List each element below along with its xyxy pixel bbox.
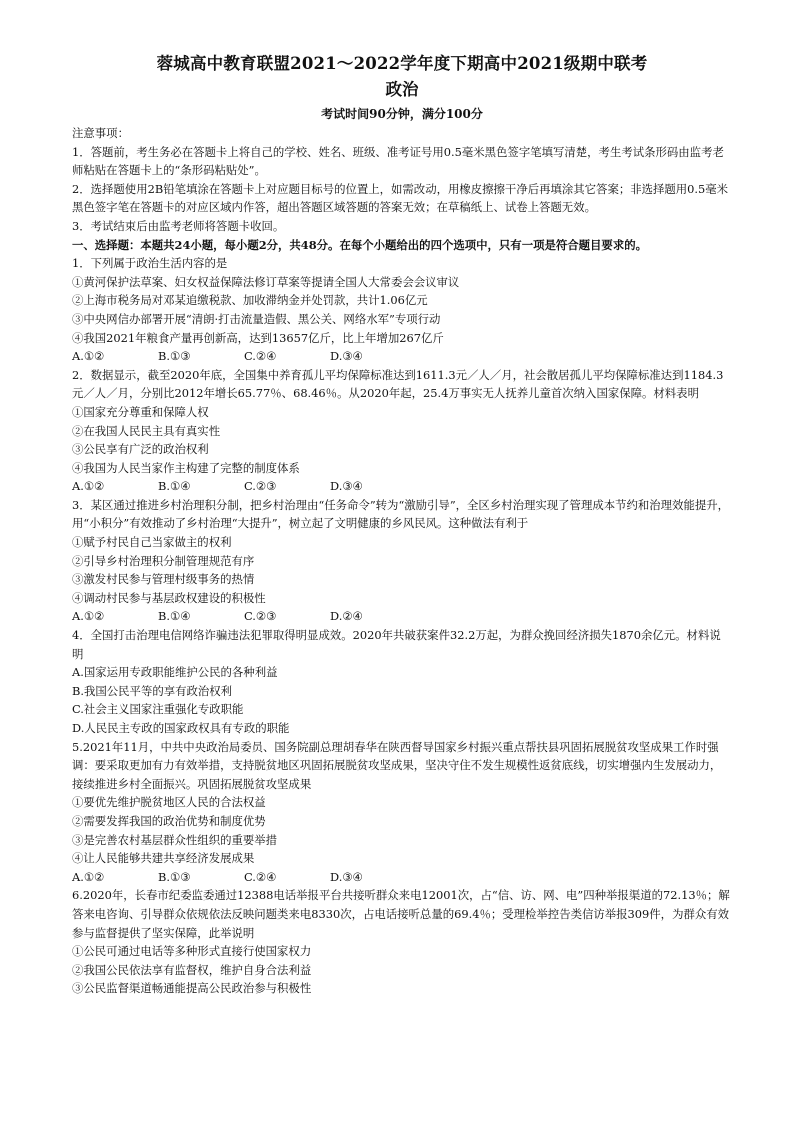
- answer-choices: [72, 347, 732, 366]
- question-option: ④让人民能够共建共享经济发展成果: [72, 851, 255, 866]
- question-option: B.我国公民平等的享有政治权利: [72, 683, 233, 698]
- answer-choice: A.①②: [72, 349, 105, 364]
- question-option: D.人民民主专政的国家政权具有专政的职能: [72, 721, 290, 735]
- question-option: ②上海市税务局对邓某追缴税款、加收滞纳金并处罚款，共计1.06亿元: [72, 293, 428, 308]
- question-option: ①黄河保护法草案、妇女权益保障法修订草案等提请全国人大常委会会议审议: [72, 274, 460, 289]
- question-option: ①赋予村民自己当家做主的权利: [72, 535, 232, 550]
- notes-heading: 注意事项：: [72, 126, 129, 140]
- question-option: ②在我国人民民主具有真实性: [72, 423, 221, 438]
- question-option: ②我国公民依法享有监督权，维护自身合法利益: [72, 962, 312, 977]
- question-option: ①国家充分尊重和保障人权: [72, 404, 209, 419]
- answer-choice: B.①④: [158, 609, 191, 624]
- question-5: [72, 738, 732, 887]
- exam-page: [72, 52, 732, 998]
- note-item: 2．选择题使用2B铅笔填涂在答题卡上对应题目标号的位置上，如需改动，用橡皮擦擦干净后再填涂其它答案；非选择题用0.5毫米黑色签字笔在答题卡的对应区域内作答，超出答题区域答题的答案无效；在草稿纸上、试卷上答题无效。: [72, 181, 729, 215]
- question-option: ③中央网信办部署开展“清朗·打击流量造假、黑公关、网络水军”专项行动: [72, 311, 441, 326]
- question-stem: 1．下列属于政治生活内容的是: [72, 256, 228, 271]
- question-option: ③是完善农村基层群众性组织的重要举措: [72, 832, 278, 847]
- answer-choice: C.②④: [244, 349, 277, 364]
- question-stem: 2．数据显示，截至2020年底，全国集中养育孤儿平均保障标准达到1611.3元／人／月，社会散居孤儿平均保障标准达到1184.3元／人／月，分别比2012年增长65.77％、68.46％。从2020年起，25.4万事实无人抚养儿童首次纳入国家保障。材料表明: [72, 367, 724, 401]
- question-option: ③激发村民参与管理村级事务的热情: [72, 572, 255, 587]
- answer-choice: D.③④: [330, 869, 363, 884]
- exam-time-info: 考试时间90分钟，满分100分: [321, 107, 483, 121]
- question-option: C.社会主义国家注重强化专政职能: [72, 702, 244, 717]
- question-option: ③公民监督渠道畅通能提高公民政治参与积极性: [72, 981, 312, 996]
- question-option: ③公民享有广泛的政治权利: [72, 442, 209, 457]
- section-heading: 一、选择题：本题共24小题，每小题2分，共48分。在每个小题给出的四个选项中，只有一项是符合题目要求的。: [72, 237, 647, 252]
- answer-choice: C.②③: [244, 479, 277, 494]
- notes-section: [72, 124, 732, 236]
- answer-choice: C.②④: [244, 869, 277, 884]
- question-option: ①要优先维护脱贫地区人民的合法权益: [72, 795, 266, 810]
- exam-title: 蓉城高中教育联盟2021～2022学年度下期高中2021级期中联考: [156, 54, 648, 73]
- question-option: ①公民可通过电话等多种形式直接行使国家权力: [72, 944, 312, 959]
- answer-choice: D.②④: [330, 609, 363, 624]
- question-4: [72, 626, 732, 738]
- question-3: [72, 496, 732, 626]
- question-option: ④我国为人民当家作主构建了完整的制度体系: [72, 460, 300, 475]
- answer-choices: [72, 868, 732, 887]
- note-item: 3．考试结束后由监考老师将答题卡收回。: [72, 218, 285, 233]
- question-option: ④我国2021年粮食产量再创新高，达到13657亿斤，比上年增加267亿斤: [72, 330, 444, 345]
- answer-choice: B.①④: [158, 479, 191, 494]
- question-1: [72, 254, 732, 366]
- question-option: ②需要发挥我国的政治优势和制度优势: [72, 813, 266, 828]
- answer-choice: D.③④: [330, 479, 363, 494]
- question-stem: 6.2020年，长春市纪委监委通过12388电话举报平台共接听群众来电12001次，占“信、访、网、电”四种举报渠道的72.13％；解答来电咨询、引导群众依规依法反映问题类来电8330次，占电话接听总量的69.4％；受理检举控告类信访举报309件，为群众有效参与监督提供了坚实保障，此举说明: [72, 888, 730, 940]
- question-option: ④调动村民参与基层政权建设的积极性: [72, 590, 266, 605]
- answer-choices: [72, 607, 732, 626]
- exam-subject: 政治: [385, 80, 419, 99]
- answer-choice: B.①③: [158, 349, 191, 364]
- answer-choices: [72, 477, 732, 496]
- answer-choice: B.①③: [158, 869, 191, 884]
- question-stem: 5.2021年11月，中共中央政治局委员、国务院副总理胡春华在陕西督导国家乡村振兴重点帮扶县巩固拓展脱贫攻坚成果工作时强调：要采取更加有力有效举措，支持脱贫地区巩固拓展脱贫攻坚成果，坚决守住不发生规模性返贫底线，切实增强内生发展动力，接续推进乡村全面振兴。巩固拓展脱贫攻坚成果: [72, 739, 722, 791]
- question-stem: 4．全国打击治理电信网络诈骗违法犯罪取得明显成效。2020年共破获案件32.2万起，为群众挽回经济损失1870余亿元。材料说明: [72, 628, 721, 661]
- question-option: ②引导乡村治理积分制管理规范有序: [72, 553, 255, 568]
- question-stem: 3．某区通过推进乡村治理积分制，把乡村治理由“任务命令”转为“激励引导”，全区乡村治理实现了管理成本节约和治理效能提升，用“小积分”有效推动了乡村治理“大提升”，树立起了文明健康的乡风民风。这种做法有利于: [72, 497, 730, 531]
- question-2: [72, 366, 732, 496]
- answer-choice: D.③④: [330, 349, 363, 364]
- answer-choice: A.①②: [72, 869, 105, 884]
- answer-choice: A.①②: [72, 609, 105, 624]
- note-item: 1．答题前，考生务必在答题卡上将自己的学校、姓名、班级、准考证号用0.5毫米黑色签字笔填写清楚，考生考试条形码由监考老师粘贴在答题卡上的“条形码粘贴处”。: [72, 144, 724, 178]
- answer-choice: C.②③: [244, 609, 277, 624]
- question-6: [72, 886, 732, 998]
- question-option: A.国家运用专政职能维护公民的各种利益: [72, 665, 278, 680]
- answer-choice: A.①②: [72, 479, 105, 494]
